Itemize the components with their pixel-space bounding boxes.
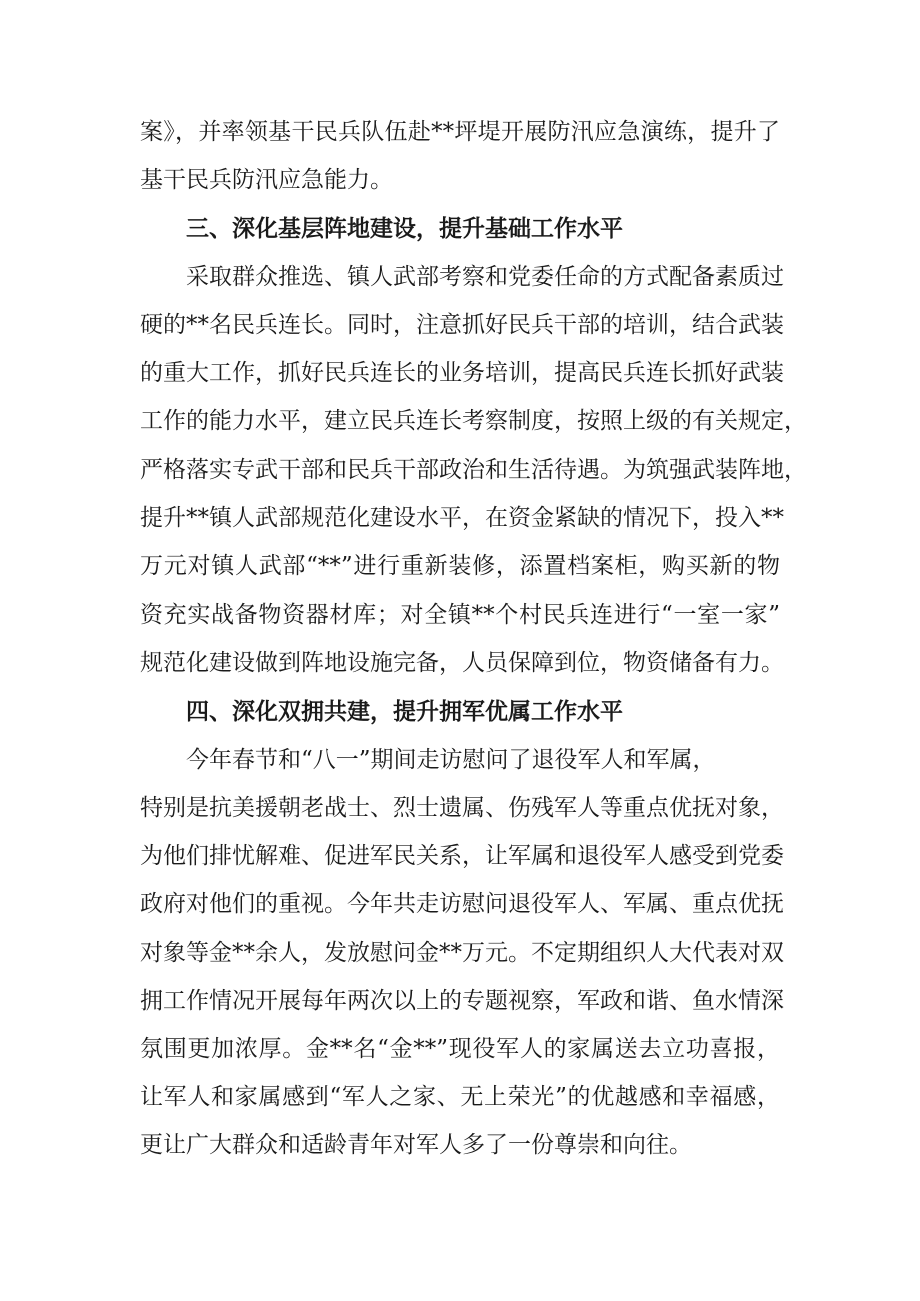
section-3-heading: 三、深化基层阵地建设，提升基础工作水平	[186, 216, 623, 242]
section-4-line-8: 让军人和家属感到“军人之家、无上荣光”的优越感和幸福感，	[140, 1084, 780, 1110]
section-3-line-7: 万元对镇人武部“**”进行重新装修，添置档案柜，购买新的物	[140, 553, 780, 579]
section-4-line-6: 拥工作情况开展每年两次以上的专题视察，军政和谐、鱼水情深	[140, 988, 784, 1014]
intro-line-2: 基干民兵防汛应急能力。	[140, 167, 393, 193]
section-4-line-5: 对象等金**余人，发放慰问金**万元。不定期组织人大代表对双	[140, 940, 784, 966]
section-4-line-4: 政府对他们的重视。今年共走访慰问退役军人、军属、重点优抚	[140, 891, 784, 917]
section-4-line-7: 氛围更加浓厚。金**名“金**”现役军人的家属送去立功喜报，	[140, 1036, 780, 1062]
section-3-line-8: 资充实战备物资器材库；对全镇**个村民兵连进行“一室一家”	[140, 602, 780, 628]
section-3-line-6: 提升**镇人武部规范化建设水平，在资金紧缺的情况下，投入**	[140, 505, 784, 531]
section-4-line-2: 特别是抗美援朝老战士、烈士遗属、伤残军人等重点优抚对象，	[140, 795, 784, 821]
intro-line-1: 案》，并率领基干民兵队伍赴**坪堤开展防汛应急演练，提升了	[140, 119, 780, 145]
section-3-line-3: 的重大工作，抓好民兵连长的业务培训，提高民兵连长抓好武装	[140, 360, 784, 386]
section-3-line-2: 硬的**名民兵连长。同时，注意抓好民兵干部的培训，结合武装	[140, 312, 784, 338]
section-4-line-3: 为他们排忧解难、促进军民关系，让军属和退役军人感受到党委	[140, 843, 784, 869]
section-3-line-5: 严格落实专武干部和民兵干部政治和生活待遇。为筑强武装阵地，	[140, 457, 807, 483]
section-3-line-4: 工作的能力水平，建立民兵连长考察制度，按照上级的有关规定，	[140, 408, 807, 434]
section-4-line-9: 更让广大群众和适龄青年对军人多了一份尊崇和向往。	[140, 1132, 692, 1158]
section-3-line-1: 采取群众推选、镇人武部考察和党委任命的方式配备素质过	[186, 264, 784, 290]
section-3-line-9: 规范化建设做到阵地设施完备，人员保障到位，物资储备有力。	[140, 650, 784, 676]
section-4-heading: 四、深化双拥共建，提升拥军优属工作水平	[186, 699, 623, 725]
section-4-line-1: 今年春节和“八一”期间走访慰问了退役军人和军属，	[186, 747, 716, 773]
